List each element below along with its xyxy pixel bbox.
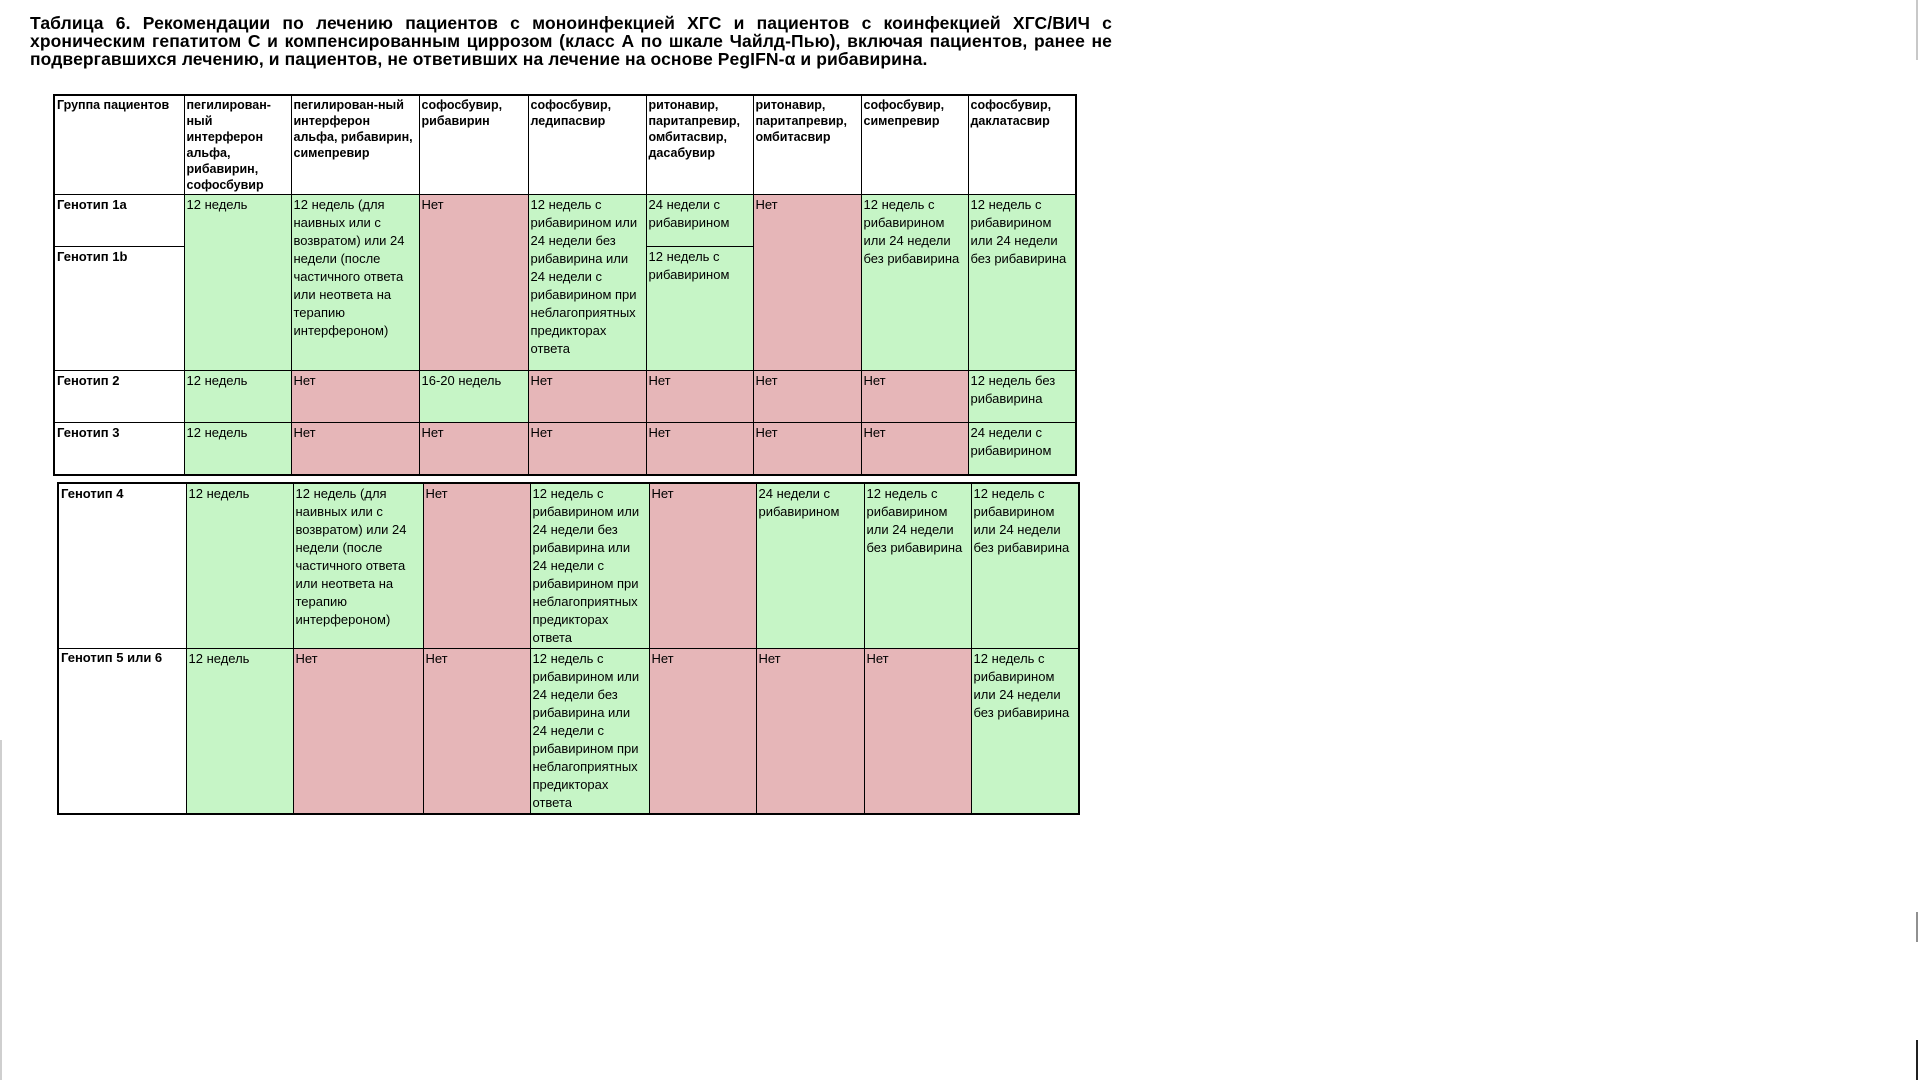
page-edge-divider [0, 740, 2, 1080]
table-cell: 12 недель с рибавирином или 24 недели без рибавирина [968, 195, 1076, 371]
treatment-table-genotypes-1-3 [53, 94, 1077, 476]
table-cell: Нет [861, 423, 968, 475]
header-cell: Группа пациентов [54, 95, 184, 195]
table-row [58, 649, 1079, 815]
table-caption: Таблица 6. Рекомендации по лечению пациентов с моноинфекцией ХГС и пациентов с коинфекцией ХГС/ВИЧ с хроническим гепатитом С и компенсированным циррозом (класс А по шкале Чайлд-Пью), включая пациентов, ранее не подвергавшихся лечению, и пациентов, не ответивших на лечение на основе PegIFN-α и рибавирина. [30, 13, 1112, 69]
table-cell: 24 недели с рибавирином [968, 423, 1076, 475]
header-cell: пегилирован-ный интерферон альфа, рибавирин, симепревир [291, 95, 419, 195]
table-cell: 12 недель с рибавирином или 24 недели без рибавирина или 24 недели с рибавирином при неблагоприятных предикторах ответа [530, 649, 649, 815]
table-cell: Нет [528, 371, 646, 423]
header-cell: ритонавир, паритапревир, омбитасвир [753, 95, 861, 195]
table-cell: Нет [756, 649, 864, 815]
table-cell: 12 недель [186, 649, 293, 815]
table-row [54, 423, 1076, 475]
table-cell: Нет [753, 195, 861, 371]
table-cell: 12 недель [184, 423, 291, 475]
row-label: Генотип 5 или 6 [58, 649, 186, 815]
row-label: Генотип 1а [54, 195, 184, 247]
table-row [54, 371, 1076, 423]
row-label: Генотип 3 [54, 423, 184, 475]
table-cell: 24 недели с рибавирином [646, 195, 753, 247]
row-label: Генотип 2 [54, 371, 184, 423]
table-cell: 12 недель с рибавирином или 24 недели без рибавирина [861, 195, 968, 371]
table-cell: Нет [423, 649, 530, 815]
table-cell: 12 недель (для наивных или с возвратом) или 24 недели (после частичного ответа или неответа на терапию интерфероном) [291, 195, 419, 371]
table-cell: Нет [649, 483, 756, 649]
table-cell: Нет [646, 423, 753, 475]
table-cell: 12 недель [184, 371, 291, 423]
table-cell: Нет [753, 371, 861, 423]
table-cell: 12 недель с рибавирином или 24 недели без рибавирина [864, 483, 971, 649]
table-cell: Нет [649, 649, 756, 815]
table-row [58, 483, 1079, 649]
treatment-table-genotypes-4-6 [57, 482, 1080, 815]
row-label: Генотип 1b [54, 247, 184, 371]
table-cell: 12 недель с рибавирином или 24 недели без рибавирина или 24 недели с рибавирином при неблагоприятных предикторах ответа [528, 195, 646, 371]
table-cell: Нет [423, 483, 530, 649]
table-cell: Нет [293, 649, 423, 815]
table-cell: 12 недель с рибавирином или 24 недели без рибавирина [971, 483, 1079, 649]
table-cell: 12 недель (для наивных или с возвратом) или 24 недели (после частичного ответа или неответа на терапию интерфероном) [293, 483, 423, 649]
scrollbar-thumb[interactable] [1916, 912, 1918, 942]
header-row [54, 95, 1076, 195]
vertical-scrollbar[interactable] [1914, 0, 1920, 1080]
table-row [54, 195, 1076, 247]
header-cell: софосбувир, симепревир [861, 95, 968, 195]
table-cell: Нет [419, 195, 528, 371]
table-cell: 12 недель [186, 483, 293, 649]
table-cell: Нет [861, 371, 968, 423]
table-cell: 12 недель с рибавирином или 24 недели без рибавирина [971, 649, 1079, 815]
table-cell: 12 недель [184, 195, 291, 371]
scrollbar-top-mark [1916, 0, 1918, 60]
table-cell: 24 недели с рибавирином [756, 483, 864, 649]
table-cell: 12 недель с рибавирином или 24 недели без рибавирина или 24 недели с рибавирином при неблагоприятных предикторах ответа [530, 483, 649, 649]
table-cell: Нет [646, 371, 753, 423]
table-cell: Нет [864, 649, 971, 815]
scrollbar-bottom-mark [1916, 1040, 1918, 1080]
header-cell: софосбувир, ледипасвир [528, 95, 646, 195]
header-cell: софосбувир, даклатасвир [968, 95, 1076, 195]
header-cell: ритонавир, паритапревир, омбитасвир, дасабувир [646, 95, 753, 195]
table-cell: Нет [291, 371, 419, 423]
table-cell: 12 недель без рибавирина [968, 371, 1076, 423]
header-cell: пегилирован-ный интерферон альфа, рибавирин, софосбувир [184, 95, 291, 195]
row-label: Генотип 4 [58, 483, 186, 649]
table-cell: 16-20 недель [419, 371, 528, 423]
table-cell: Нет [291, 423, 419, 475]
header-cell: софосбувир, рибавирин [419, 95, 528, 195]
table-cell: Нет [753, 423, 861, 475]
table-cell: Нет [528, 423, 646, 475]
table-cell: 12 недель с рибавирином [646, 247, 753, 371]
table-cell: Нет [419, 423, 528, 475]
